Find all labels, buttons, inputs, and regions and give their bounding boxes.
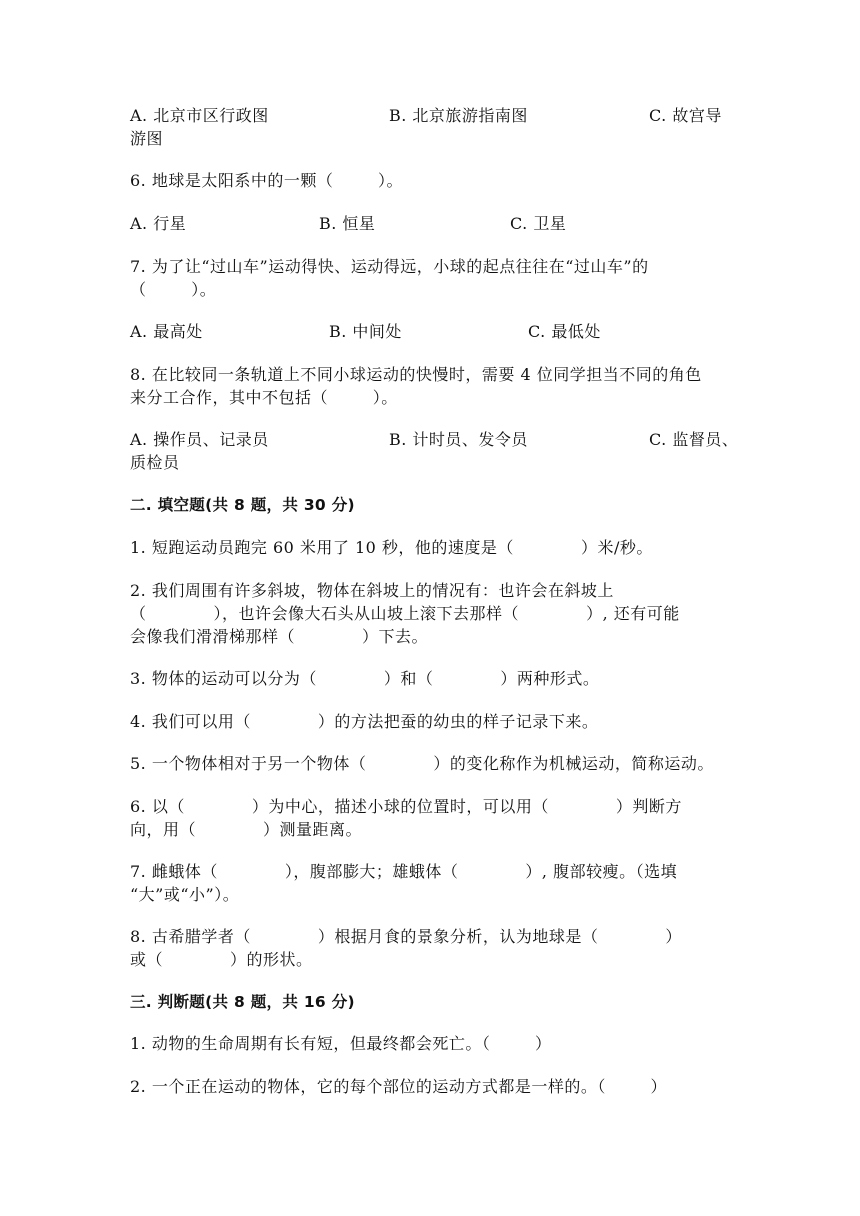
q8-stem-line1: 8. 在比较同一条轨道上不同小球运动的快慢时，需要 4 位同学担当不同的角色 bbox=[130, 365, 702, 384]
q6-option-c: C. 卫星 bbox=[510, 214, 567, 233]
true-false-item-1: 1. 动物的生命周期有长有短，但最终都会死亡。（ ） bbox=[130, 1034, 552, 1053]
fill-in-item-6-line1: 6. 以（ ）为中心，描述小球的位置时，可以用（ ）判断方 bbox=[130, 797, 682, 816]
q7-option-a: A. 最高处 bbox=[130, 322, 203, 341]
q7-stem-line2: （ ）。 bbox=[130, 280, 217, 299]
fill-in-item-4: 4. 我们可以用（ ）的方法把蚕的幼虫的样子记录下来。 bbox=[130, 712, 599, 731]
q5-option-b: B. 北京旅游指南图 bbox=[389, 106, 528, 125]
q5-option-c: C. 故宫导 bbox=[649, 106, 722, 125]
true-false-item-2: 2. 一个正在运动的物体，它的每个部位的运动方式都是一样的。（ ） bbox=[130, 1077, 668, 1096]
q8-option-c-continued: 质检员 bbox=[130, 453, 180, 472]
q7-option-b: B. 中间处 bbox=[329, 322, 402, 341]
section-true-false-title: 三. 判断题(共 8 题，共 16 分) bbox=[130, 993, 355, 1011]
fill-in-item-8-line1: 8. 古希腊学者（ ）根据月食的景象分析，认为地球是（ ） bbox=[130, 927, 682, 946]
q5-option-a: A. 北京市区行政图 bbox=[130, 106, 269, 125]
fill-in-item-3: 3. 物体的运动可以分为（ ）和（ ）两种形式。 bbox=[130, 669, 600, 688]
q8-stem-line2: 来分工合作，其中不包括（ ）。 bbox=[130, 388, 398, 407]
fill-in-item-2-line3: 会像我们滑滑梯那样（ ）下去。 bbox=[130, 627, 429, 646]
q8-option-b: B. 计时员、发令员 bbox=[389, 430, 528, 449]
q8-option-c: C. 监督员、 bbox=[649, 430, 739, 449]
fill-in-item-2-line1: 2. 我们周围有许多斜坡，物体在斜坡上的情况有：也许会在斜坡上 bbox=[130, 581, 614, 600]
fill-in-item-5: 5. 一个物体相对于另一个物体（ ）的变化称作为机械运动，简称运动。 bbox=[130, 754, 714, 773]
q8-option-a: A. 操作员、记录员 bbox=[130, 430, 269, 449]
fill-in-item-2-line2: （ ），也许会像大石头从山坡上滚下去那样（ ）, 还有可能 bbox=[130, 604, 680, 623]
q6-stem: 6. 地球是太阳系中的一颗（ ）。 bbox=[130, 171, 404, 190]
q6-option-b: B. 恒星 bbox=[319, 214, 376, 233]
fill-in-item-7-line2: “大”或“小”）。 bbox=[130, 885, 240, 904]
fill-in-item-8-line2: 或（ ）的形状。 bbox=[130, 950, 313, 969]
fill-in-item-6-line2: 向，用（ ）测量距离。 bbox=[130, 820, 363, 839]
fill-in-item-7-line1: 7. 雌蛾体（ ），腹部膨大；雄蛾体（ ）, 腹部较瘦。（选填 bbox=[130, 862, 678, 881]
q7-stem-line1: 7. 为了让“过山车”运动得快、运动得远，小球的起点往往在“过山车”的 bbox=[130, 257, 649, 276]
section-fill-in-title: 二. 填空题(共 8 题，共 30 分) bbox=[130, 496, 355, 514]
q6-option-a: A. 行星 bbox=[130, 214, 187, 233]
fill-in-item-1: 1. 短跑运动员跑完 60 米用了 10 秒，他的速度是（ ）米/秒。 bbox=[130, 538, 653, 557]
q5-option-c-continued: 游图 bbox=[130, 129, 164, 148]
q7-option-c: C. 最低处 bbox=[528, 322, 601, 341]
